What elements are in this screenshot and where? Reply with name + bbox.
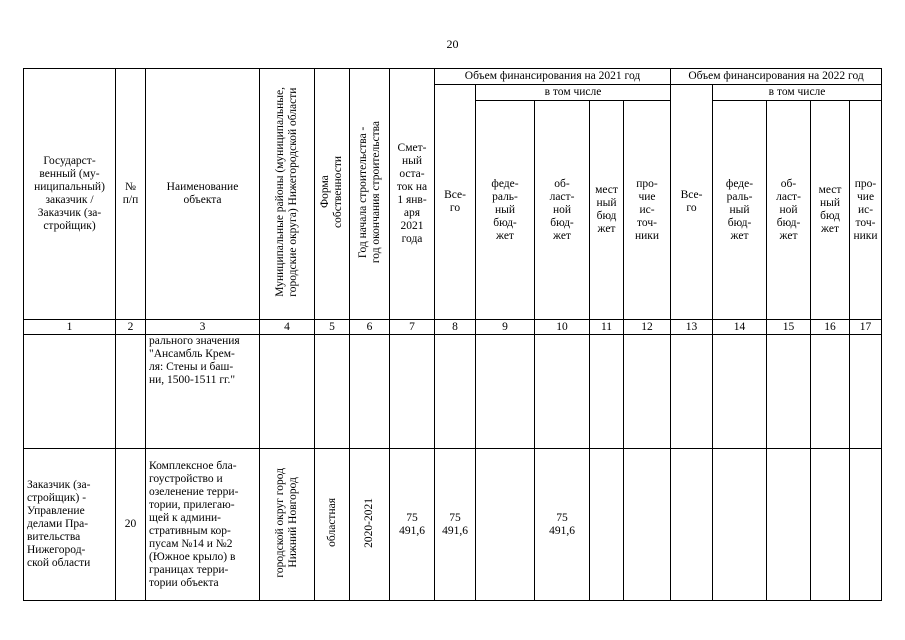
column-number: 5 [315, 320, 350, 335]
column-number: 14 [713, 320, 767, 335]
object-name-cell: рального значения "Ансамбль Крем- ля: Стены и баш- ни, 1500-1511 гг." [146, 335, 260, 449]
column-number: 7 [390, 320, 435, 335]
column-number: 3 [146, 320, 260, 335]
regional-2021-cell: 75 491,6 [535, 449, 590, 601]
header-federal-2021: феде- раль- ный бюд- жет [476, 101, 535, 320]
column-number: 2 [116, 320, 146, 335]
header-federal-2022: феде- раль- ный бюд- жет [713, 101, 767, 320]
header-local-2022: мест ный бюд жет [811, 101, 850, 320]
object-name-cell: Комплексное бла- гоустройство и озеленение терри- тории, прилегаю- щей к админи- стративным кор- пусам №14 и №2 (Южное крыло) в границах терри- тории объекта [146, 449, 260, 601]
financing-table [23, 68, 882, 601]
customer-cell: Заказчик (за- стройщик) - Управление делами Пра- вительства Нижегород- ской области [24, 449, 116, 601]
header-object-name: Наименование объекта [146, 69, 260, 320]
header-num: № п/п [116, 69, 146, 320]
header-customer: Государст- венный (му- ниципальный) заказчик / Заказчик (за- стройщик) [24, 69, 116, 320]
estimate-balance-cell: 75 491,6 [390, 449, 435, 601]
header-including-2022: в том числе [713, 85, 882, 101]
table-row [24, 335, 882, 449]
column-number: 12 [624, 320, 671, 335]
years-cell: 2020-2021 [350, 449, 390, 601]
header-including-2021: в том числе [476, 85, 671, 101]
header-funding-2021: Объем финансирования на 2021 год [435, 69, 671, 85]
district-cell: городской округ город Нижний Новгород [260, 449, 315, 601]
header-ownership: Форма собственности [315, 69, 350, 320]
header-regional-2022: об- ласт- ной бюд- жет [767, 101, 811, 320]
column-number: 8 [435, 320, 476, 335]
header-other-2021: про- чие ис- точ- ники [624, 101, 671, 320]
column-number: 13 [671, 320, 713, 335]
header-total-2022: Все- го [671, 85, 713, 320]
column-number-row [24, 320, 882, 335]
column-number: 11 [590, 320, 624, 335]
page-number: 20 [446, 37, 459, 51]
table-row [24, 449, 882, 601]
header-local-2021: мест ный бюд жет [590, 101, 624, 320]
column-number: 4 [260, 320, 315, 335]
header-districts: Муниципальные районы (муниципальные, городские округа) Нижегородской области [260, 69, 315, 320]
column-number: 1 [24, 320, 116, 335]
header-regional-2021: об- ласт- ной бюд- жет [535, 101, 590, 320]
column-number: 6 [350, 320, 390, 335]
header-estimate-balance: Смет- ный оста- ток на 1 янв- аря 2021 года [390, 69, 435, 320]
header-funding-2022: Объем финансирования на 2022 год [671, 69, 882, 85]
ownership-cell: областная [315, 449, 350, 601]
column-number: 16 [811, 320, 850, 335]
header-years: Год начала строительства - год окончания строительства [350, 69, 390, 320]
column-number: 15 [767, 320, 811, 335]
header-total-2021: Все- го [435, 85, 476, 320]
column-number: 17 [850, 320, 882, 335]
num-cell: 20 [116, 449, 146, 601]
column-number: 10 [535, 320, 590, 335]
header-other-2022: про- чие ис- точ- ники [850, 101, 882, 320]
column-number: 9 [476, 320, 535, 335]
total-2021-cell: 75 491,6 [435, 449, 476, 601]
